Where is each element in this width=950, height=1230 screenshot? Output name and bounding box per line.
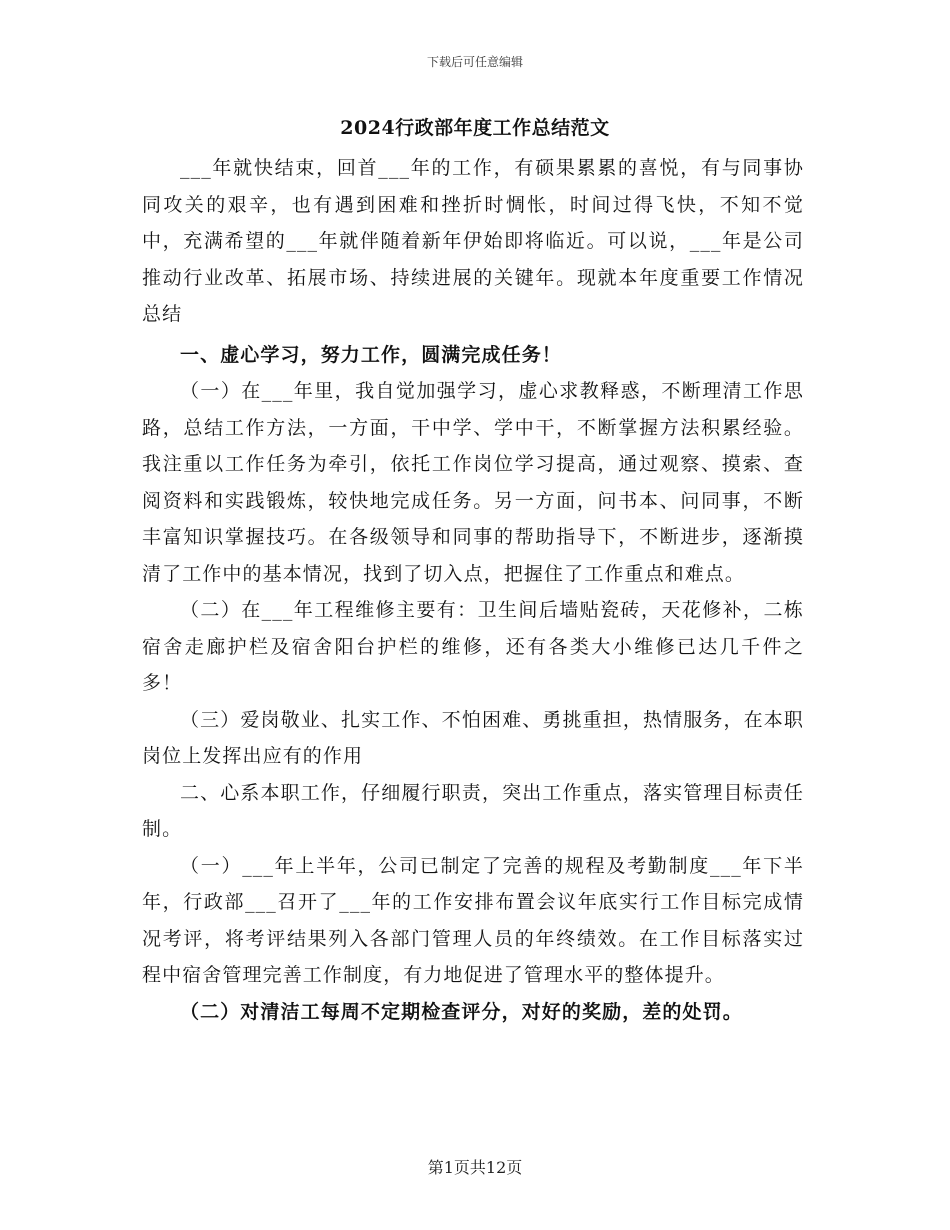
header-note: 下载后可任意编辑 <box>426 55 523 69</box>
section-heading-1: 一、虚心学习，努力工作，圆满完成任务！ <box>180 343 562 366</box>
section-1-item-1: （一）在___年里，我自觉加强学习，虚心求教释惑，不断理清工作思路，总结工作方法，一方面，干中学、学中干，不断掌握方法积累经验。我注重以工作任务为牵引，依托工作岗位学习提高，通过观察、摸索、查阅资料和实践锻炼，较快地完成任务。另一方面，问书本、问同事，不断丰富知识掌握技巧。在各级领导和同事的帮助指导下，不断进步，逐渐摸清了工作中的基本情况，找到了切入点，把握住了工作重点和难点。 <box>142 380 804 585</box>
section-1-item-3: （三）爱岗敬业、扎实工作、不怕困难、勇挑重担，热情服务，在本职岗位上发挥出应有的作用 <box>142 708 804 767</box>
section-heading-2: 二、心系本职工作，仔细履行职责，突出工作重点，落实管理目标责任制。 <box>142 781 804 840</box>
section-2-item-2: （二）对清洁工每周不定期检查评分，对好的奖励，差的处罚。 <box>180 1000 743 1023</box>
document-title: 2024行政部年度工作总结范文 <box>340 117 610 139</box>
document-body <box>142 150 804 1030</box>
section-2-item-1: （一）___年上半年，公司已制定了完善的规程及考勤制度___年下半年，行政部___召开了___年的工作安排布置会议年底实行工作目标完成情况考评，将考评结果列入各部门管理人员的年终绩效。在工作目标落实过程中宿舍管理完善工作制度，有力地促进了管理水平的整体提升。 <box>142 854 804 986</box>
section-1-item-2: （二）在___年工程维修主要有：卫生间后墙贴瓷砖，天花修补，二栋宿舍走廊护栏及宿舍阳台护栏的维修，还有各类大小维修已达几千件之多！ <box>142 599 804 694</box>
intro-paragraph: ___年就快结束，回首___年的工作，有硕果累累的喜悦，有与同事协同攻关的艰辛，也有遇到困难和挫折时惆怅，时间过得飞快，不知不觉中，充满希望的___年就伴随着新年伊始即将临近。可以说，___年是公司推动行业改革、拓展市场、持续进展的关键年。现就本年度重要工作情况总结 <box>142 157 804 325</box>
page-number: 第1页共12页 <box>427 1158 523 1177</box>
